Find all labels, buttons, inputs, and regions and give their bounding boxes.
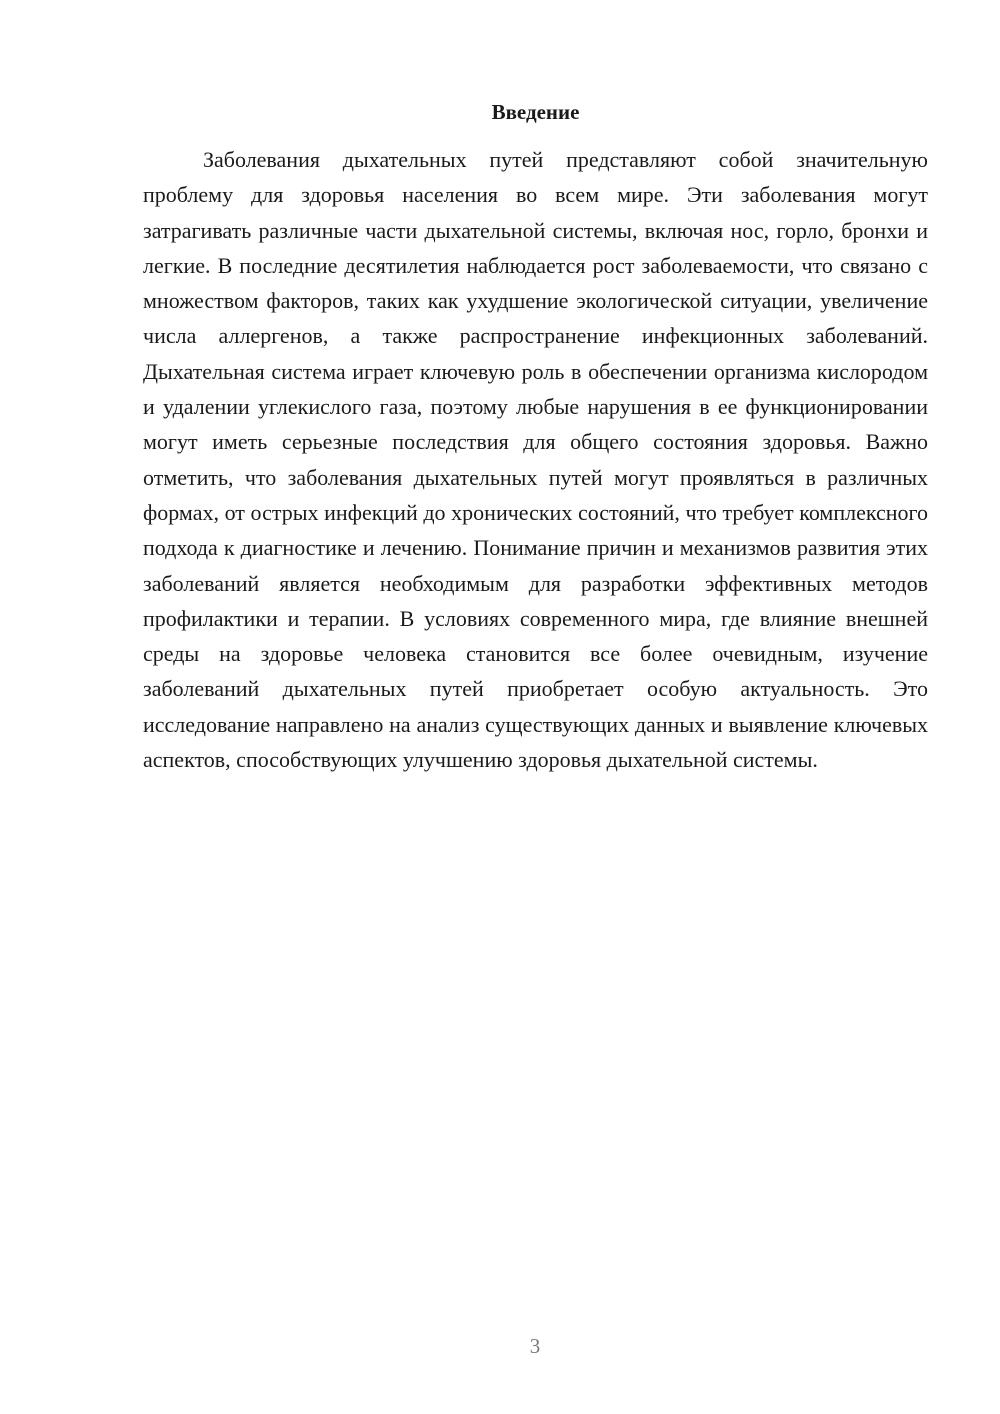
page-number: 3 [529,1334,541,1358]
intro-paragraph: Заболевания дыхательных путей представляют собой значительную проблему для здоровья населения во всем мире. Эти заболевания могут затрагивать различные части дыхательной системы, включая нос, горло, бронхи и легкие. В последние десятилетия наблюдается рост заболеваемости, что связано с множеством факторов, таких как ухудшение экологической ситуации, увеличение числа аллергенов, а также распространение инфекционных заболеваний. Дыхательная система играет ключевую роль в обеспечении организма кислородом и удалении углекислого газа, поэтому любые нарушения в ее функционировании могут иметь серьезные последствия для общего состояния здоровья. Важно отметить, что заболевания дыхательных путей могут проявляться в различных формах, от острых инфекций до хронических состояний, что требует комплексного подхода к диагностике и лечению. Понимание причин и механизмов развития этих заболеваний является необходимым для разработки эффективных методов профилактики и терапии. В условиях современного мира, где влияние внешней среды на здоровье человека становится все более очевидным, изучение заболеваний дыхательных путей приобретает особую актуальность. Это исследование направлено на анализ существующих данных и выявление ключевых аспектов, способствующих улучшению здоровья дыхательной системы. [143,147,928,773]
section-heading: Введение [491,100,580,124]
